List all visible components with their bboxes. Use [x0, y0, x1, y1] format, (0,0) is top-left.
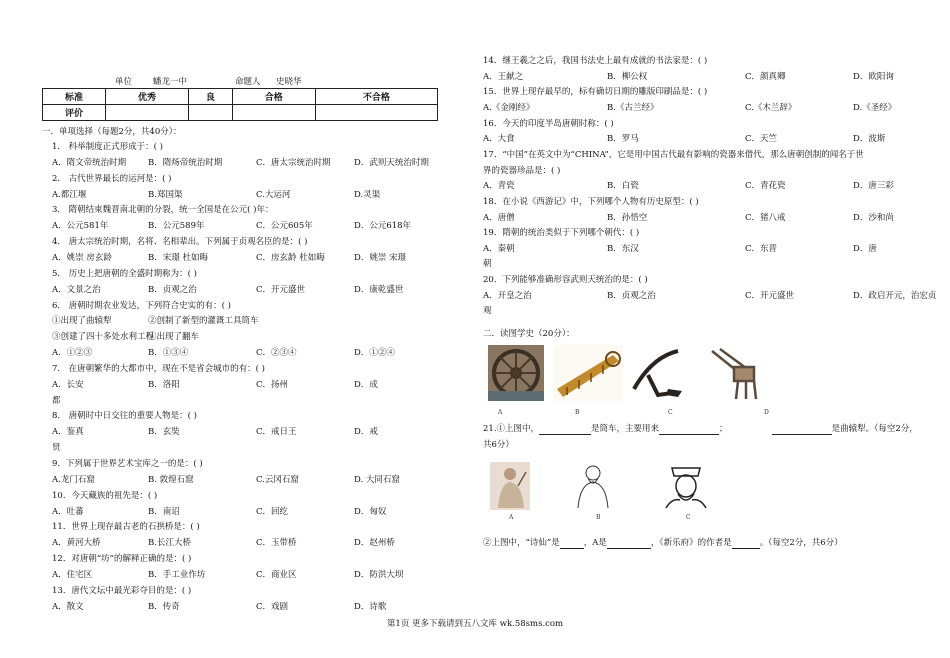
option-a: A．①②③ [52, 348, 93, 359]
option-d: D. 大同石窟 [354, 474, 400, 485]
question-text: 界的瓷器珍品是：( ) [483, 165, 561, 176]
option-c: C．猪八戒 [745, 212, 786, 223]
question-text: 3． 隋朝结束魏晋南北朝的分裂，统一全国是在公元( )年： [52, 205, 274, 216]
image-label: D [764, 409, 769, 416]
option-b: B．白瓷 [607, 181, 639, 192]
option-c: C.云冈石窟 [256, 474, 299, 485]
option-a: A．姚崇 房玄龄 [52, 252, 112, 263]
q21-text: ； [719, 424, 728, 434]
question-text: 都 [52, 395, 61, 406]
question-text: 17．“中国”在英文中为“CHINA”，它是用中国古代最有影响的瓷器来借代，那么唐朝创制的闻名于世 [483, 149, 864, 160]
portrait-a [490, 462, 530, 510]
option-d: D．政启开元，治宏贞 [853, 290, 937, 301]
option-a: A．青瓷 [483, 181, 515, 192]
question-text: 朝 [483, 259, 492, 270]
option-a: A．鉴真 [52, 427, 84, 438]
option-a: A．唐僧 [483, 212, 515, 223]
section-title: 一．单项选择（每题2分，共40分）： [42, 127, 182, 137]
portrait-b [572, 462, 614, 510]
question-text: 贤 [52, 443, 61, 454]
option-c: C．天竺 [745, 134, 778, 145]
option-a: A．公元581年 [52, 221, 109, 232]
option-c: C．回纥 [256, 506, 289, 517]
question-text: 19．隋朝的统治类似于下列哪个朝代：( ) [483, 228, 640, 239]
question-text: 18．在小说《西游记》中，下列哪个人物有历史原型：( ) [483, 196, 699, 207]
q21b-text: ，《新乐府》的作者是 [650, 538, 732, 548]
question-text: 7． 在唐朝繁华的大都市中，现在不是省会城市的有：( ) [52, 363, 265, 374]
answer-blank[interactable] [659, 425, 719, 435]
option-a: A．秦朝 [483, 243, 515, 254]
answer-blank[interactable] [539, 425, 591, 435]
q21-text: 21.①上图中， [483, 424, 540, 434]
option-c: C．房玄龄 杜如晦 [256, 252, 325, 263]
image-label: B [575, 409, 580, 416]
answer-blank[interactable] [772, 425, 832, 435]
option-a: ③创建了四十多处水利工程 [52, 332, 155, 343]
answer-blank[interactable] [560, 539, 584, 549]
plow-photo [628, 345, 686, 401]
question-text: 12．对唐朝“坊”的解释正确的是：( ) [52, 554, 192, 565]
image-label: B [596, 514, 601, 521]
option-c: C．开元盛世 [745, 290, 795, 301]
option-a: A．长安 [52, 379, 84, 390]
option-b: B.《古兰经》 [607, 102, 659, 113]
option-b: B．洛阳 [148, 379, 180, 390]
table-cell: 良 [189, 89, 233, 105]
option-d: D．赵州桥 [354, 538, 395, 549]
option-a: A．住宅区 [52, 569, 93, 580]
question-21-part1 [483, 424, 918, 435]
answer-blank[interactable] [607, 539, 651, 549]
option-b: B.长江大桥 [148, 538, 191, 549]
question-text: 2． 古代世界最长的运河是：( ) [52, 173, 172, 184]
option-b: ④出现了翻车 [148, 332, 200, 343]
table-cell [232, 105, 315, 121]
question-text: 16．今天的印度半岛唐朝时称：( ) [483, 118, 614, 129]
question-text: 15．世界上现存最早的，标有确切日期的雕版印刷品是：( ) [483, 87, 708, 98]
option-a: A.龙门石窟 [52, 474, 95, 485]
option-d: D．防洪大坝 [354, 569, 404, 580]
option-d: D．公元618年 [354, 221, 412, 232]
unit-value: 蟠龙一中 [153, 77, 188, 87]
option-b: B. 敦煌石窟 [148, 474, 194, 485]
option-b: B．贞观之治 [607, 290, 656, 301]
option-d: D．唐 [853, 243, 877, 254]
question-text: 14．继王羲之之后，我国书法史上最有成就的书法家是：( ) [483, 56, 708, 66]
option-b: B．手工业作坊 [148, 569, 206, 580]
table-cell: 评价 [43, 105, 106, 121]
option-d: D．欧阳询 [853, 71, 894, 82]
option-d: D．沙和尚 [853, 212, 894, 223]
author-value: 史晓华 [276, 77, 302, 87]
portrait-c [660, 462, 712, 510]
option-b: B．①③④ [148, 348, 189, 359]
option-d: D．武则天统治时期 [354, 157, 429, 168]
question-text: 1． 科举制度正式形成于：( ) [52, 142, 163, 152]
question-text: 20．下列能够准确形容武则天统治的是：( ) [483, 275, 648, 286]
option-c: C．开元盛世 [256, 284, 306, 295]
option-c: C．公元605年 [256, 221, 313, 232]
table-cell [189, 105, 233, 121]
option-c: C．青花瓷 [745, 181, 786, 192]
question-text: 10．今天藏族的祖先是：( ) [52, 490, 158, 501]
seeder-photo [706, 345, 766, 403]
question-text: 5． 历史上把唐朝的全盛时期称为：( ) [52, 268, 197, 279]
table-row [43, 105, 438, 121]
evaluation-table [42, 88, 438, 121]
image-label: C [686, 514, 691, 521]
option-c: C．玉带桥 [256, 538, 297, 549]
answer-blank[interactable] [732, 539, 760, 549]
option-a: A．大食 [483, 134, 515, 145]
option-a: A．黄河大桥 [52, 538, 101, 549]
option-c: C．东晋 [745, 243, 778, 254]
image-label: A [509, 514, 514, 521]
option-d: D.灵渠 [354, 189, 381, 200]
option-c: C．颜真卿 [745, 71, 786, 82]
option-a: ①出现了曲辕犁 [52, 316, 112, 327]
question-text: 13．唐代文坛中最光彩夺目的是：( ) [52, 585, 192, 596]
option-d: D．①②④ [354, 348, 395, 359]
option-b: B．南诏 [148, 506, 180, 517]
option-b: B．隋炀帝统治时期 [148, 157, 223, 168]
option-a: A．散文 [52, 601, 84, 612]
option-d: D．波斯 [853, 134, 886, 145]
option-c: C．扬州 [256, 379, 289, 390]
q21b-text: ，A是 [583, 538, 607, 548]
option-a: A．王献之 [483, 71, 524, 82]
option-c: C．商业区 [256, 569, 297, 580]
q21-text: 共6分） [483, 440, 514, 450]
option-b: B．罗马 [607, 134, 639, 145]
table-cell [106, 105, 189, 121]
page-footer: 第1页 更多下载请到五八文库 wk.58sms.com [386, 619, 564, 629]
option-a: A.都江堰 [52, 189, 87, 200]
option-c: C.大运河 [256, 189, 291, 200]
table-cell: 优秀 [106, 89, 189, 105]
option-b: B．柳公权 [607, 71, 648, 82]
table-cell: 标准 [43, 89, 106, 105]
option-d: D．康乾盛世 [354, 284, 404, 295]
q21-text: 是筒车，主要用来 [591, 424, 660, 434]
option-c: C．戒日王 [256, 427, 297, 438]
question-text: 8． 唐朝时中日交往的重要人物是：( ) [52, 411, 197, 422]
option-a: A.《金刚经》 [483, 102, 535, 113]
option-b: B．公元589年 [148, 221, 205, 232]
option-c: C．唐太宗统治时期 [256, 157, 331, 168]
author-label: 命题人 [235, 77, 261, 87]
unit-label: 单位 [115, 77, 133, 87]
table-cell [315, 105, 437, 121]
question-text: 观 [483, 306, 492, 317]
option-d: D．姚崇 宋璟 [354, 252, 407, 263]
option-b: B．东汉 [607, 243, 639, 254]
option-b: ②创制了新型的灌溉工具筒车 [148, 316, 259, 327]
option-c: C．②③④ [256, 348, 297, 359]
section-title: 二．读图学史（20分）： [483, 329, 575, 339]
q21b-text: ②上图中，“诗仙”是 [483, 538, 560, 548]
question-text: 4． 唐太宗统治时期，名将、名相辈出。下列属于贞观名臣的是：( ) [52, 237, 308, 248]
option-b: B．传奇 [148, 601, 180, 612]
option-d: D．匈奴 [354, 506, 387, 517]
option-d: D．戒 [354, 427, 378, 438]
image-label: A [498, 409, 503, 416]
option-b: B．玄奘 [148, 427, 180, 438]
option-c: C.《木兰辞》 [745, 102, 797, 113]
question-text: 9．下列属于世界艺术宝库之一的是：( ) [52, 459, 203, 469]
option-d: D.《圣经》 [853, 102, 897, 113]
question-text: 11．世界上现存最古老的石拱桥是：( ) [52, 522, 200, 533]
option-b: B．贞观之治 [148, 284, 197, 295]
option-b: B．孙悟空 [607, 212, 648, 223]
option-c: C．戏剧 [256, 601, 289, 612]
table-row [43, 89, 438, 105]
option-a: A．吐蕃 [52, 506, 84, 517]
table-cell: 不合格 [315, 89, 437, 105]
table-cell: 合格 [232, 89, 315, 105]
tool-photo-b [553, 345, 623, 401]
option-d: D．诗歌 [354, 601, 387, 612]
option-b: B.郑国渠 [148, 189, 183, 200]
question-text: 6． 唐朝时期农业发达，下列符合史实的有：( ) [52, 300, 231, 311]
option-d: D．唐三彩 [853, 181, 894, 192]
option-d: D．成 [354, 379, 378, 390]
option-a: A．隋文帝统治时期 [52, 157, 127, 168]
option-b: B．宋璟 杜如晦 [148, 252, 208, 263]
waterwheel-photo [488, 345, 544, 401]
image-label: C [668, 409, 673, 416]
option-a: A．开皇之治 [483, 290, 532, 301]
q21-text: 是曲辕犁。（每空2分， [831, 424, 918, 434]
option-a: A．文景之治 [52, 284, 101, 295]
q21b-text: 。（每空2分，共6分） [759, 538, 843, 548]
question-21-part2 [483, 538, 843, 549]
